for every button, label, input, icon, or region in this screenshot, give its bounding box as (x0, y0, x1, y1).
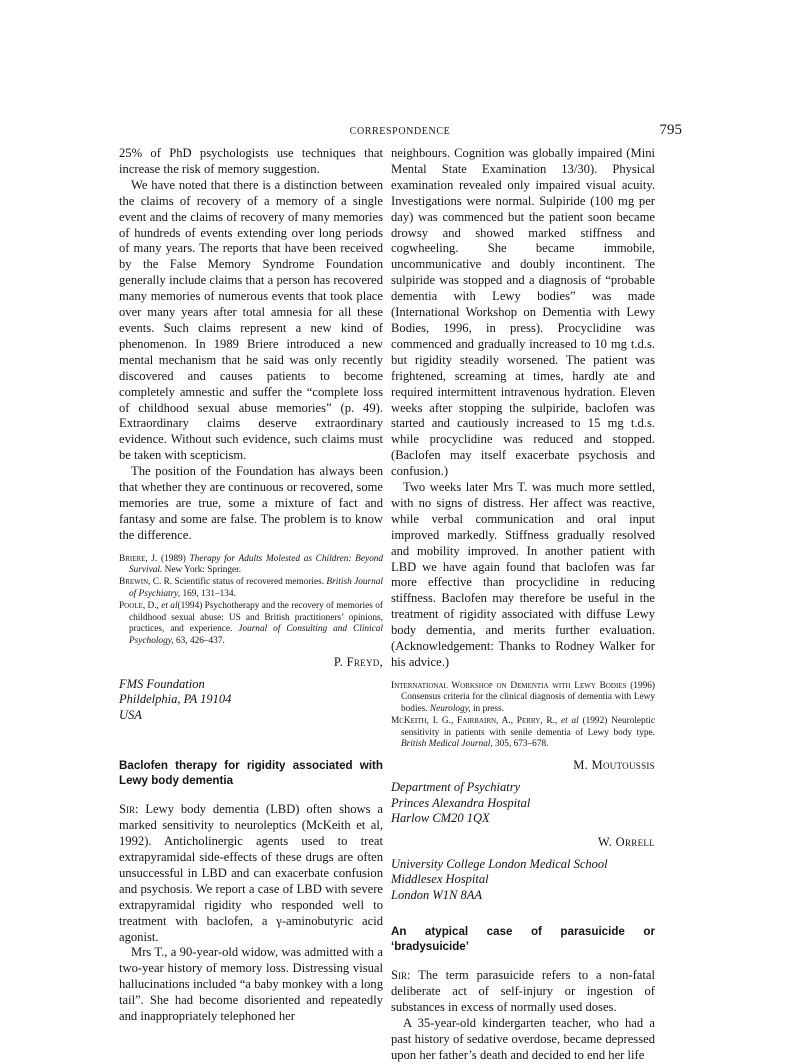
author-address: Department of Psychiatry Princes Alexandra Hospital Harlow CM20 1QX (391, 780, 531, 826)
paragraph: Sir: The term parasuicide refers to a non-fatal deliberate act of self-injury or ingestion of substances in excess of normally used doses. (391, 968, 655, 1014)
author-signature: W. Orrell (597, 834, 655, 849)
reference-list (391, 681, 655, 750)
paragraph: Two weeks later Mrs T. was much more settled, with no signs of distress. Her affect was reactive, while verbal communication and oral input improved markedly. Stiffness gradually resolved and mobility improved. In another patient with LBD we have again found that baclofen was far more effective than procyclidine in reducing stiffness. Baclofen may therefore be useful in the treatment of rigidity associated with diffuse Lewy body dementia, and merits further evaluation. (Acknowledgement: Thanks to Rodney Walker for his advice.) (391, 480, 655, 669)
page-number: 795 (659, 122, 682, 138)
paragraph: Sir: Lewy body dementia (LBD) often shows a marked sensitivity to neuroleptics (McKeith et al, 1992). Anticholinergic agents used to treat extrapyramidal side-effects of these drugs are often unsuccessful in LBD and can exacerbate confusion and psychosis. We report a case of LBD with severe extrapyramidal rigidity who responded well to treatment with baclofen, a γ-aminobutyric acid agonist. (119, 802, 383, 944)
reference-list (119, 554, 383, 647)
author-address: FMS Foundation Phildelphia, PA 19104 USA (119, 676, 232, 722)
article-heading: An atypical case of parasuicide or ‘bradysuicide’ (391, 925, 655, 953)
author-signature: M. Moutoussis (573, 758, 655, 773)
paragraph: The position of the Foundation has always been that whether they are continuous or recovered, some memories are true, some a mixture of fact and fantasy and some are false. The problem is to know the difference. (119, 464, 383, 542)
paragraph: We have noted that there is a distinction between the claims of recovery of a memory of a single event and the claims of recovery of many memories of hundreds of events extending over long periods of many years. The reports that have been received by the False Memory Syndrome Foundation generally include claims that a person has recovered many memories of numerous events that took place over many years after total amnesia for all these events. Such claims represent a new kind of phenomenon. In 1989 Briere introduced a new mental mechanism that he said was only recently discovered and causes patients to become completely amnestic and suffer the “complete loss of childhood sexual abuse memories” (p. 49). Extraordinary claims deserve extraordinary evidence. Without such evidence, such claims must be taken with scepticism. (119, 177, 383, 463)
running-head: CORRESPONDENCE (349, 126, 451, 137)
left-column (119, 146, 383, 1025)
paragraph: Mrs T., a 90-year-old widow, was admitted with a two-year history of memory loss. Distressing visual hallucinations included “a baby monkey with a long tail”. She had become disoriented and repeatedly and inappropriately telephoned her (119, 945, 383, 1024)
reference-item: Poole, D., et al(1994) Psychotherapy and the recovery of memories of childhood sexual abuse: US and British practitioners’ opinions, practices, and experience. Journal of Consulting and Clinical Psychology, 63, 426–437. (119, 601, 383, 646)
article-heading: Baclofen therapy for rigidity associated with Lewy body dementia (119, 759, 383, 787)
reference-item: International Workshop on Dementia with Lewy Bodies (1996) Consensus criteria for the clinical diagnosis of dementia with Lewy bodies. Neurology, in press. (391, 680, 655, 714)
paragraph: neighbours. Cognition was globally impaired (Mini Mental State Examination 13/30). Physical examination revealed only impaired visual acuity. Investigations were normal. Sulpiride (100 mg per day) was commenced but the patient soon became drowsy and showed marked stiffness and cogwheeling. She became immobile, uncommunicative and doubly incontinent. The sulpiride was stopped and a diagnosis of “probable dementia with Lewy bodies” was made (International Workshop on Dementia with Lewy Bodies, 1996, in press). Procyclidine was commenced and gradually increased to 10 mg t.d.s. but rigidity steadily worsened. The patient was frightened, screaming at times, hardly ate and required intermittent intravenous hydration. Eleven weeks after stopping the sulpiride, baclofen was started and cautiously increased to 15 mg t.d.s. while procyclidine was reduced and stopped. (Baclofen may itself exacerbate psychosis and confusion.) (391, 146, 655, 479)
paragraph: A 35-year-old kindergarten teacher, who had a past history of sedative overdose, became depressed upon her father’s death and decided to end her life (391, 1015, 655, 1062)
reference-item: Brewin, C. R. Scientific status of recovered memories. British Journal of Psychiatry, 169, 131–134. (119, 577, 383, 599)
right-column (391, 146, 655, 1064)
page-header (118, 124, 682, 142)
author-signature: P. Freyd, (333, 654, 383, 669)
reference-item: McKeith, I. G., Fairbairn, A., Perry, R., et al (1992) Neuroleptic sensitivity in patients with senile dementia of Lewy body type. British Medical Journal, 305, 673–678. (391, 716, 655, 749)
paragraph: 25% of PhD psychologists use techniques that increase the risk of memory suggestion. (119, 146, 383, 176)
reference-item: Briere, J. (1989) Therapy for Adults Molested as Children: Beyond Survival. New York: Springer. (119, 553, 384, 576)
author-address: University College London Medical School Middlesex Hospital London W1N 8AA (391, 856, 608, 902)
